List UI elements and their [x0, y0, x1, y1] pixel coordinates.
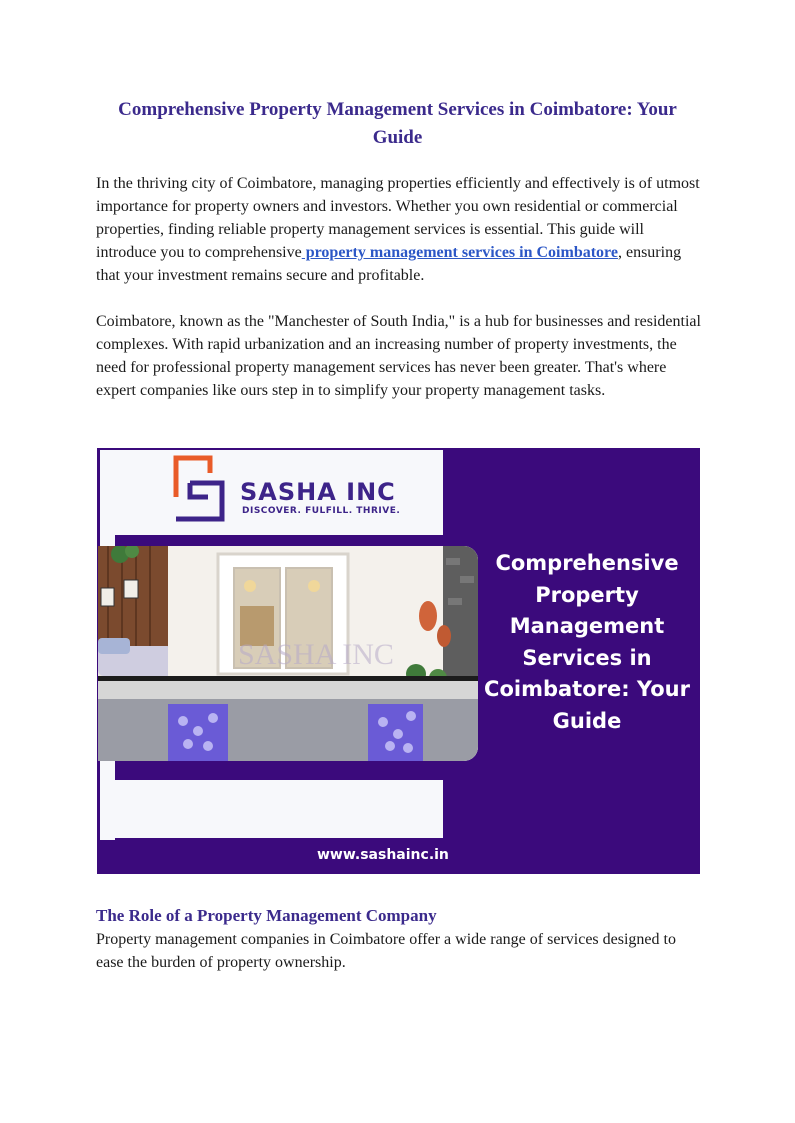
intro-paragraph — [96, 172, 701, 287]
section-paragraph: Property management companies in Coimbatore offer a wide range of services designed to ease the burden of property ownership. — [96, 931, 676, 971]
property-management-link[interactable]: property management services in Coimbatore — [301, 244, 618, 261]
banner-title: Comprehensive Property Management Services in Coimbatore: Your Guide — [484, 551, 690, 733]
sasha-logo-icon — [172, 453, 228, 523]
logo-tagline: DISCOVER. FULFILL. THRIVE. — [242, 506, 401, 516]
logo-watermark: SASHA INC — [238, 638, 394, 671]
banner-panel-bottom — [100, 780, 443, 838]
page-title: Comprehensive Property Management Services in Coimbatore: Your Guide — [118, 99, 677, 148]
interior-illustration — [98, 546, 478, 761]
intro-text: In the thriving city of Coimbatore, managing properties efficiently and effectively is of utmost importance for property owners and investors. Whether you own residential or commercial properties, finding reliable property management services is essential. This guide will introduce you to comprehensive — [96, 175, 700, 261]
logo-name: SASHA INC — [240, 478, 396, 506]
section-heading: The Role of a Property Management Company — [96, 906, 437, 925]
banner-url: www.sashainc.in — [317, 847, 449, 863]
interior-photo — [98, 546, 478, 761]
coimbatore-paragraph: Coimbatore, known as the "Manchester of South India," is a hub for businesses and residential complexes. With rapid urbanization and an increasing number of property investments, the need for professional property management services has never been greater. That's where expert companies like ours step in to simplify your property management tasks. — [96, 313, 701, 399]
intro-text-end: , ensuring that your investment remains secure and profitable. — [96, 244, 682, 284]
banner-image — [97, 448, 700, 874]
